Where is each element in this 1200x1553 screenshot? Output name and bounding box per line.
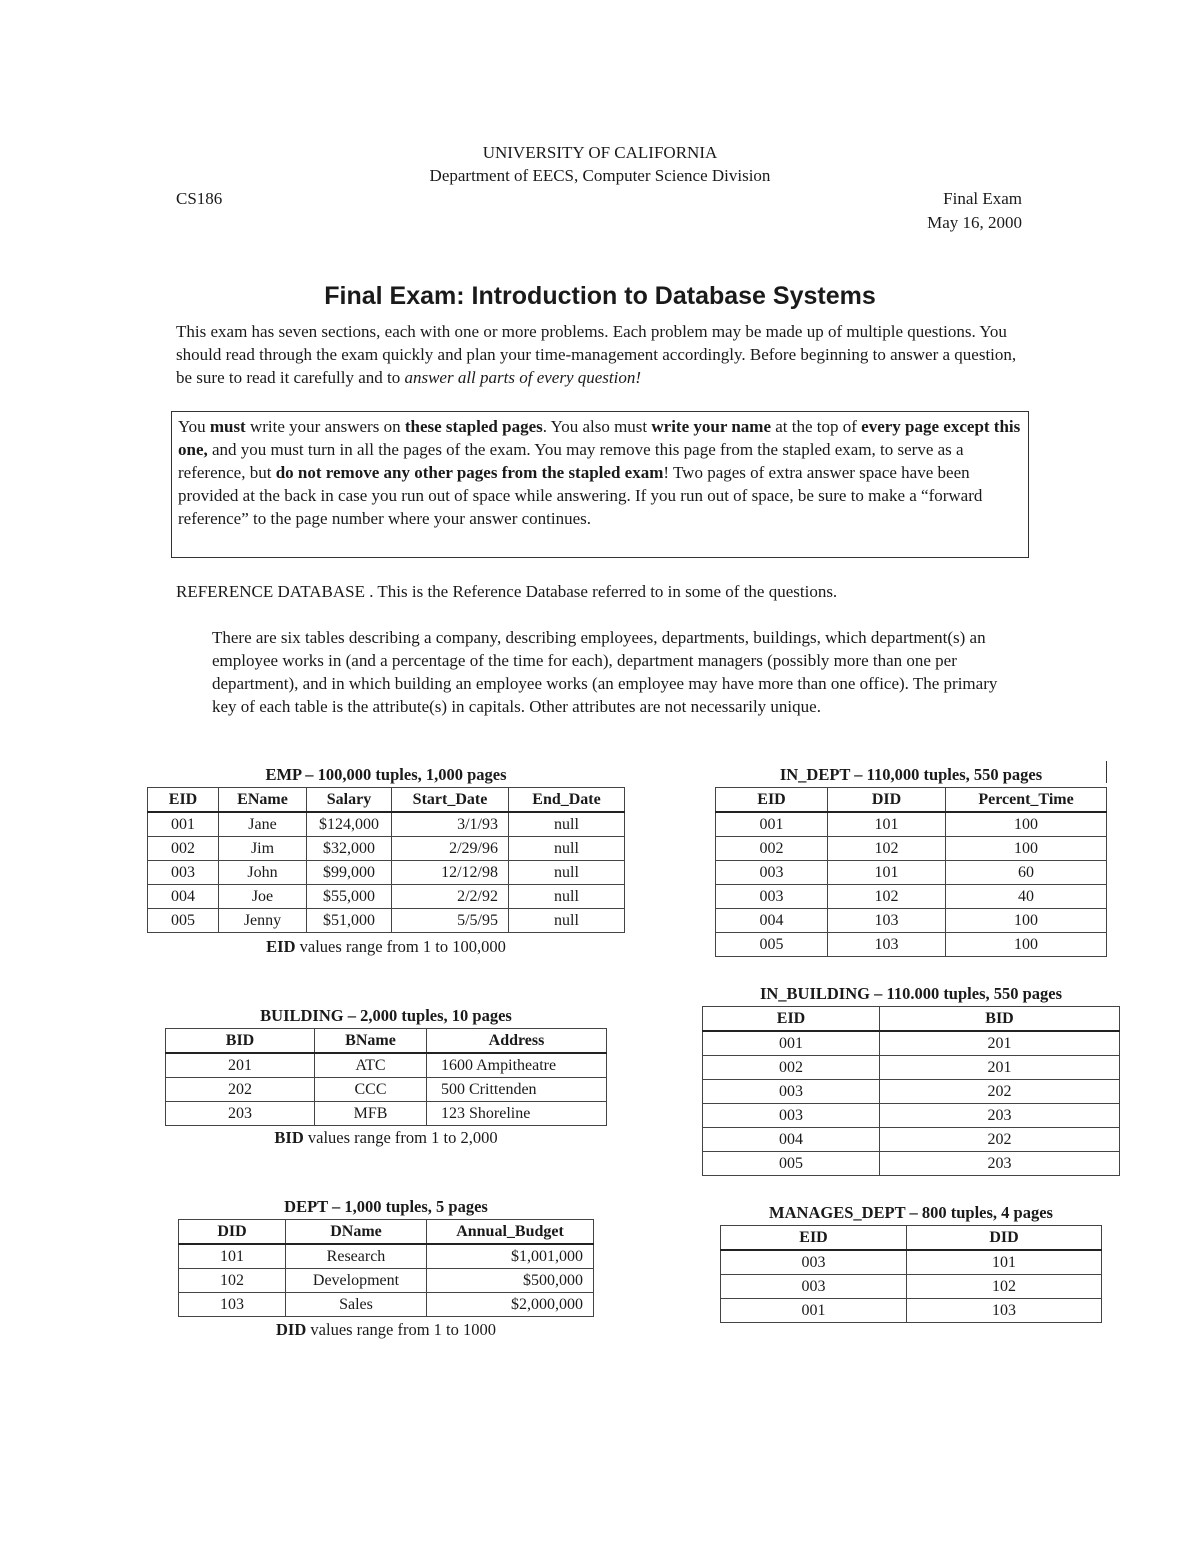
table-cell: 500 Crittenden (427, 1078, 607, 1102)
table-cell: 101 (828, 861, 946, 885)
table-cell: 001 (716, 812, 828, 837)
table-cell: 103 (179, 1293, 286, 1317)
table-cell: 103 (828, 909, 946, 933)
university-name: UNIVERSITY OF CALIFORNIA (482, 143, 718, 162)
table-row (148, 861, 625, 885)
table-cell: 201 (880, 1031, 1120, 1056)
table-cell: 203 (880, 1104, 1120, 1128)
instructions-box (171, 411, 1029, 558)
table-cell: 003 (721, 1250, 907, 1275)
table-cell: null (509, 909, 625, 933)
column-header: DID (907, 1226, 1102, 1251)
table-cell: 002 (716, 837, 828, 861)
table-cell: ATC (315, 1053, 427, 1078)
building-note-key: BID (274, 1128, 304, 1147)
table-row (166, 1053, 607, 1078)
table-cell: 3/1/93 (392, 812, 509, 837)
exam-label: Final Exam (943, 189, 1022, 208)
table-cell: 203 (166, 1102, 315, 1126)
instr-text-1: You (178, 417, 210, 436)
column-header: Annual_Budget (427, 1220, 594, 1245)
instr-text-4: at the top of (771, 417, 862, 436)
table-cell: null (509, 812, 625, 837)
column-header: Percent_Time (946, 788, 1107, 813)
column-header: Start_Date (392, 788, 509, 813)
table-cell: 005 (703, 1152, 880, 1176)
table-cell: null (509, 861, 625, 885)
column-header: EID (721, 1226, 907, 1251)
table-cell: null (509, 885, 625, 909)
reference-description: There are six tables describing a company, describing employees, departments, buildings, which department(s) an employee works in (and a percentage of the time for each), department managers (possibly more than one per department), and in which building an employee works (an employee may have more than one office). The primary key of each table is the attribute(s) in capitals. Other attributes are not necessarily unique. (212, 628, 998, 716)
table-cell: 201 (166, 1053, 315, 1078)
building-note (165, 1128, 607, 1148)
table-cell: 004 (716, 909, 828, 933)
table-row (703, 1128, 1120, 1152)
course-code: CS186 (176, 189, 223, 208)
table-cell: 202 (166, 1078, 315, 1102)
table-cell: 12/12/98 (392, 861, 509, 885)
table-cell: $1,001,000 (427, 1244, 594, 1269)
table-row (716, 909, 1107, 933)
table-cell: Development (286, 1269, 427, 1293)
manages-dept-table (720, 1225, 1102, 1323)
column-header: EName (219, 788, 307, 813)
table-cell: 202 (880, 1128, 1120, 1152)
table-cell: 102 (179, 1269, 286, 1293)
column-header: End_Date (509, 788, 625, 813)
column-header: Salary (307, 788, 392, 813)
table-cell: $55,000 (307, 885, 392, 909)
intro-paragraph (176, 320, 1026, 389)
table-cell: 003 (716, 885, 828, 909)
column-header: EID (716, 788, 828, 813)
table-cell: $32,000 (307, 837, 392, 861)
table-row (148, 909, 625, 933)
column-header: DID (179, 1220, 286, 1245)
table-cell: 100 (946, 909, 1107, 933)
dept-caption: DEPT – 1,000 tuples, 5 pages (284, 1197, 488, 1216)
table-cell: Sales (286, 1293, 427, 1317)
emp-table (147, 787, 625, 933)
table-row (703, 1152, 1120, 1176)
table-row (716, 812, 1107, 837)
table-cell: 003 (703, 1104, 880, 1128)
table-cell: 101 (907, 1250, 1102, 1275)
instr-text-2: write your answers on (245, 417, 405, 436)
table-cell: $51,000 (307, 909, 392, 933)
table-cell: 001 (148, 812, 219, 837)
table-cell: 102 (907, 1275, 1102, 1299)
table-cell: Joe (219, 885, 307, 909)
instr-bold-3: write your name (651, 417, 771, 436)
table-cell: $99,000 (307, 861, 392, 885)
column-header: EID (148, 788, 219, 813)
table-row (148, 885, 625, 909)
table-cell: 123 Shoreline (427, 1102, 607, 1126)
intro-emphasis: answer all parts of every question! (404, 368, 642, 387)
dept-note (178, 1320, 594, 1340)
column-header: BID (166, 1029, 315, 1054)
table-row (166, 1078, 607, 1102)
table-row (716, 885, 1107, 909)
dept-note-text: values range from 1 to 1000 (306, 1320, 496, 1339)
instr-text-3: . You also must (542, 417, 652, 436)
table-cell: 103 (907, 1299, 1102, 1323)
table-cell: 003 (721, 1275, 907, 1299)
table-header-row (703, 1007, 1120, 1032)
table-header-row (148, 788, 625, 813)
table-row (166, 1102, 607, 1126)
table-cell: Jim (219, 837, 307, 861)
table-row (721, 1250, 1102, 1275)
building-table (165, 1028, 607, 1126)
table-cell: 001 (703, 1031, 880, 1056)
table-header-row (166, 1029, 607, 1054)
column-header: DName (286, 1220, 427, 1245)
column-header: Address (427, 1029, 607, 1054)
table-cell: 2/29/96 (392, 837, 509, 861)
manages-dept-caption: MANAGES_DEPT – 800 tuples, 4 pages (769, 1203, 1053, 1222)
table-cell: Research (286, 1244, 427, 1269)
exam-date: May 16, 2000 (927, 213, 1022, 232)
table-cell: 202 (880, 1080, 1120, 1104)
table-header-row (179, 1220, 594, 1245)
table-row (179, 1244, 594, 1269)
table-cell: 004 (148, 885, 219, 909)
table-cell: 5/5/95 (392, 909, 509, 933)
table-cell: Jenny (219, 909, 307, 933)
instr-bold-1: must (209, 417, 246, 436)
table-row (148, 812, 625, 837)
table-row (703, 1056, 1120, 1080)
table-cell: 102 (828, 885, 946, 909)
instr-bold-2: these stapled pages (404, 417, 543, 436)
table-row (721, 1275, 1102, 1299)
column-header: BID (880, 1007, 1120, 1032)
dept-note-key: DID (276, 1320, 307, 1339)
table-row (703, 1031, 1120, 1056)
table-cell: 002 (148, 837, 219, 861)
table-cell: 005 (148, 909, 219, 933)
emp-caption: EMP – 100,000 tuples, 1,000 pages (265, 765, 507, 784)
table-cell: 1600 Ampitheatre (427, 1053, 607, 1078)
table-row (703, 1080, 1120, 1104)
table-cell: 2/2/92 (392, 885, 509, 909)
table-cell: 003 (716, 861, 828, 885)
table-cell: 101 (828, 812, 946, 837)
instr-bold-5: do not remove any other pages from the stapled exam (275, 463, 664, 482)
table-cell: 100 (946, 837, 1107, 861)
table-row (148, 837, 625, 861)
table-cell: John (219, 861, 307, 885)
instr-text-6: ! Two pages of extra answer space have been provided at the back in case you run out of space while answering. If you run out of space, be sure to make a “forward reference” to the page number where your answer continues. (178, 463, 983, 528)
intro-text: This exam has seven sections, each with one or more problems. Each problem may be made up of multiple questions. You should read through the exam quickly and plan your time-management accordingly. Before beginning to answer a question, be sure to read it carefully and to (176, 322, 1017, 387)
page-title: Final Exam: Introduction to Database Systems (324, 282, 876, 310)
table-cell: $500,000 (427, 1269, 594, 1293)
table-cell: 002 (703, 1056, 880, 1080)
table-cell: null (509, 837, 625, 861)
instr-bold-4: every page except this one, (178, 417, 1021, 459)
table-cell: 003 (148, 861, 219, 885)
table-header-row (721, 1226, 1102, 1251)
table-cell: 40 (946, 885, 1107, 909)
building-note-text: values range from 1 to 2,000 (303, 1128, 498, 1147)
in-building-caption: IN_BUILDING – 110.000 tuples, 550 pages (759, 984, 1063, 1003)
instr-text-5: and you must turn in all the pages of the exam. You may remove this page from the stapled exam, to serve as a reference, but (178, 440, 964, 482)
in-dept-caption: IN_DEPT – 110,000 tuples, 550 pages (779, 765, 1043, 784)
emp-note-text: values range from 1 to 100,000 (295, 937, 506, 956)
table-header-row (716, 788, 1107, 813)
dept-table (178, 1219, 594, 1317)
table-row (703, 1104, 1120, 1128)
table-cell: 103 (828, 933, 946, 957)
table-cell: $2,000,000 (427, 1293, 594, 1317)
table-cell: 005 (716, 933, 828, 957)
table-cell: 100 (946, 812, 1107, 837)
table-cell: CCC (315, 1078, 427, 1102)
building-caption: BUILDING – 2,000 tuples, 10 pages (260, 1006, 512, 1025)
table-cell: $124,000 (307, 812, 392, 837)
table-cell: 201 (880, 1056, 1120, 1080)
table-row (179, 1293, 594, 1317)
in-dept-table (715, 787, 1107, 957)
table-cell: 100 (946, 933, 1107, 957)
table-cell: 004 (703, 1128, 880, 1152)
table-cell: 101 (179, 1244, 286, 1269)
table-cell: MFB (315, 1102, 427, 1126)
table-row (179, 1269, 594, 1293)
reference-heading: REFERENCE DATABASE . This is the Reference Database referred to in some of the questions. (176, 582, 838, 601)
emp-note-key: EID (266, 937, 296, 956)
table-cell: 001 (721, 1299, 907, 1323)
column-header: EID (703, 1007, 880, 1032)
emp-note (147, 937, 625, 957)
table-row (716, 837, 1107, 861)
table-cell: 203 (880, 1152, 1120, 1176)
table-cell: 102 (828, 837, 946, 861)
table-row (716, 861, 1107, 885)
table-row (721, 1299, 1102, 1323)
column-header: BName (315, 1029, 427, 1054)
table-cell: 003 (703, 1080, 880, 1104)
table-row (716, 933, 1107, 957)
department-name: Department of EECS, Computer Science Division (429, 166, 771, 185)
table-cell: Jane (219, 812, 307, 837)
table-cell: 60 (946, 861, 1107, 885)
in-building-table (702, 1006, 1120, 1176)
column-header: DID (828, 788, 946, 813)
